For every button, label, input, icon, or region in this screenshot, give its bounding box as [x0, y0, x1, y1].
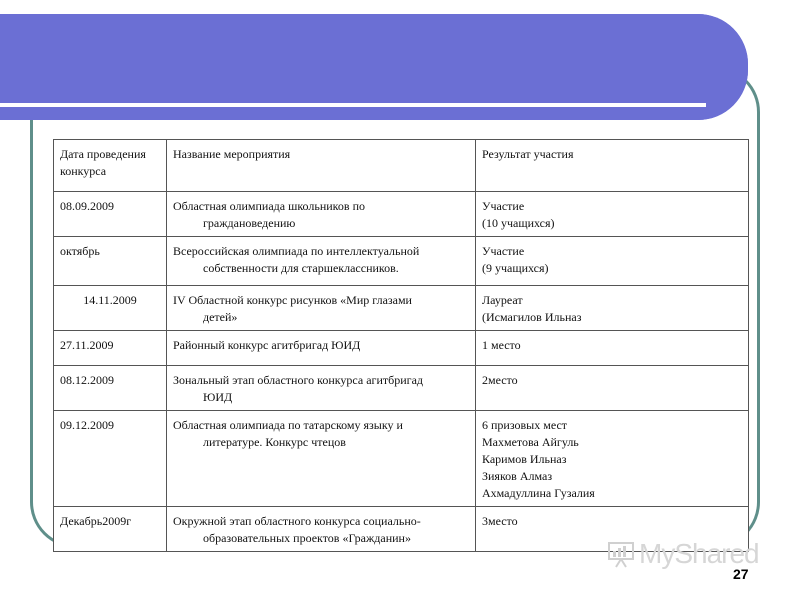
event-cell [167, 331, 476, 366]
header-date: Дата проведения конкурса [54, 140, 167, 192]
event-cell [167, 286, 476, 331]
event-line: Областная олимпиада по татарскому языку и [173, 418, 403, 432]
event-line: IV Областной конкурс рисунков «Мир глазами [173, 293, 412, 307]
event-line: граждановедению [203, 216, 296, 230]
events-table-container [53, 139, 748, 552]
result-cell [476, 366, 749, 411]
event-cell [167, 366, 476, 411]
presentation-icon [607, 540, 635, 568]
result-cell [476, 331, 749, 366]
result-cell [476, 286, 749, 331]
date-cell: Декабрь2009г [54, 507, 167, 552]
event-line: Окружной этап областного конкурса социально- [173, 514, 421, 528]
result-line: Лауреат [482, 293, 523, 307]
result-line: 6 призовых мест [482, 418, 568, 432]
date-cell: 14.11.2009 [54, 286, 167, 331]
result-line: Участие [482, 199, 525, 213]
table-header-row [54, 140, 749, 192]
event-cell [167, 507, 476, 552]
result-line: (Исмагилов Ильназ [482, 310, 582, 324]
header-event: Название мероприятия [167, 140, 476, 192]
result-line: (10 учащихся) [482, 216, 555, 230]
date-cell: 08.12.2009 [54, 366, 167, 411]
result-line: Участие [482, 244, 525, 258]
event-line: Районный конкурс агитбригад ЮИД [173, 338, 361, 352]
page-number: 27 [733, 566, 749, 582]
date-cell: 08.09.2009 [54, 192, 167, 237]
event-cell [167, 192, 476, 237]
watermark-text: MyShared [639, 538, 759, 569]
result-line: Махметова Айгуль [482, 435, 579, 449]
result-line: Каримов Ильназ [482, 452, 567, 466]
events-table [53, 139, 749, 552]
table-row [54, 366, 749, 411]
date-cell: октябрь [54, 237, 167, 286]
event-line: Всероссийская олимпиада по интеллектуальной [173, 244, 420, 258]
result-cell [476, 237, 749, 286]
event-line: образовательных проектов «Гражданин» [203, 531, 411, 545]
header-result: Результат участия [476, 140, 749, 192]
event-line: детей» [203, 310, 238, 324]
table-row [54, 286, 749, 331]
result-line: 1 место [482, 338, 521, 352]
result-cell [476, 411, 749, 507]
date-cell: 27.11.2009 [54, 331, 167, 366]
table-row [54, 192, 749, 237]
date-cell: 09.12.2009 [54, 411, 167, 507]
result-line: Зияков Алмаз [482, 469, 553, 483]
event-line: Областная олимпиада школьников по [173, 199, 365, 213]
banner-divider-overlay [0, 103, 706, 107]
event-cell [167, 411, 476, 507]
table-row [54, 237, 749, 286]
event-line: Зональный этап областного конкурса агитбригад [173, 373, 423, 387]
result-line: 2место [482, 373, 518, 387]
event-cell [167, 237, 476, 286]
result-line: 3место [482, 514, 518, 528]
result-line: (9 учащихся) [482, 261, 549, 275]
table-row [54, 411, 749, 507]
table-row [54, 331, 749, 366]
event-line: собственности для старшеклассников. [203, 261, 399, 275]
result-cell [476, 192, 749, 237]
result-line: Ахмадуллина Гузалия [482, 486, 595, 500]
event-line: литературе. Конкурс чтецов [203, 435, 346, 449]
event-line: ЮИД [203, 390, 233, 404]
